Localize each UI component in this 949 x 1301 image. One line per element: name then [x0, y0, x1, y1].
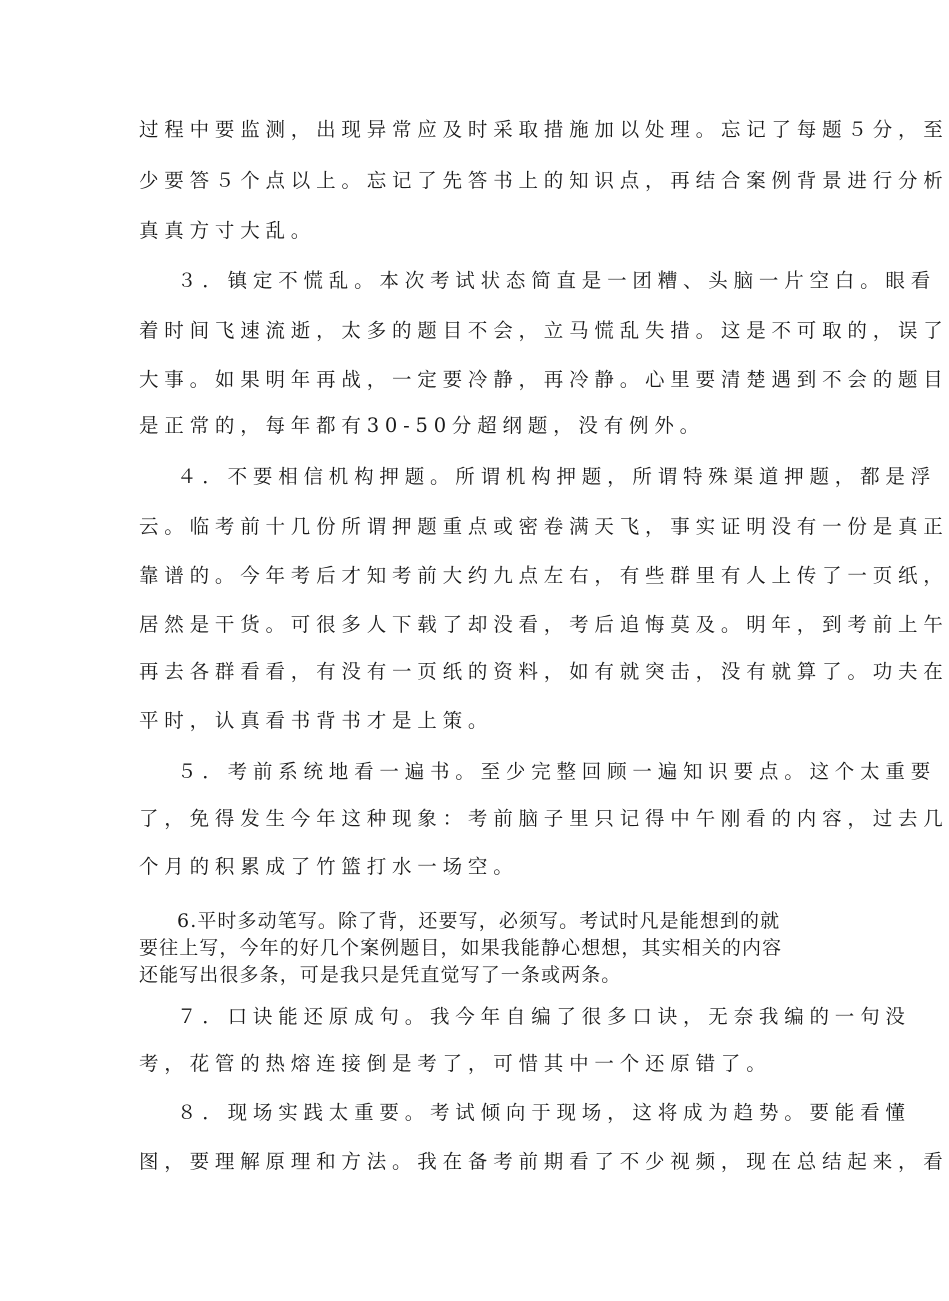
- text-line: 6.平时多动笔写。除了背，还要写，必须写。考试时凡是能想到的就: [177, 910, 781, 932]
- text-line: 靠谱的。今年考后才知考前大约九点左右，有些群里有人上传了一页纸，: [139, 564, 949, 587]
- text-line: 个月的积累成了竹篮打水一场空。: [139, 855, 519, 878]
- text-line: 着时间飞速流逝，太多的题目不会，立马慌乱失措。这是不可取的，误了: [139, 319, 949, 342]
- text-line: 是正常的，每年都有30-50分超纲题，没有例外。: [139, 414, 705, 437]
- text-line: 居然是干货。可很多人下载了却没看，考后追悔莫及。明年，到考前上午: [139, 613, 949, 636]
- text-line: 大事。如果明年再战，一定要冷静，再冷静。心里要清楚遇到不会的题目: [139, 368, 949, 391]
- text-line: ４．不要相信机构押题。所谓机构押题，所谓特殊渠道押题，都是浮: [177, 465, 937, 488]
- text-line: 了，免得发生今年这种现象：考前脑子里只记得中午刚看的内容，过去几: [139, 807, 949, 830]
- text-line: ５．考前系统地看一遍书。至少完整回顾一遍知识要点。这个太重要: [177, 760, 937, 783]
- text-line: 图，要理解原理和方法。我在备考前期看了不少视频，现在总结起来，看: [139, 1150, 949, 1173]
- text-line: 要往上写，今年的好几个案例题目，如果我能静心想想，其实相关的内容: [139, 937, 783, 959]
- text-line: ７．口诀能还原成句。我今年自编了很多口诀，无奈我编的一句没: [177, 1005, 911, 1028]
- text-line: 考，花管的热熔连接倒是考了，可惜其中一个还原错了。: [139, 1052, 772, 1075]
- text-line: 还能写出很多条，可是我只是凭直觉写了一条或两条。: [139, 964, 622, 986]
- text-line: ３．镇定不慌乱。本次考试状态简直是一团糟、头脑一片空白。眼看: [177, 269, 937, 292]
- text-line: 平时，认真看书背书才是上策。: [139, 709, 494, 732]
- text-line: ８．现场实践太重要。考试倾向于现场，这将成为趋势。要能看懂: [177, 1101, 911, 1124]
- text-line: 少要答５个点以上。忘记了先答书上的知识点，再结合案例背景进行分析: [139, 169, 949, 192]
- text-line: 过程中要监测，出现异常应及时采取措施加以处理。忘记了每题５分，至: [139, 118, 949, 141]
- text-line: 云。临考前十几份所谓押题重点或密卷满天飞，事实证明没有一份是真正: [139, 515, 949, 538]
- text-line: 真真方寸大乱。: [139, 219, 317, 242]
- text-line: 再去各群看看，有没有一页纸的资料，如有就突击，没有就算了。功夫在: [139, 660, 949, 683]
